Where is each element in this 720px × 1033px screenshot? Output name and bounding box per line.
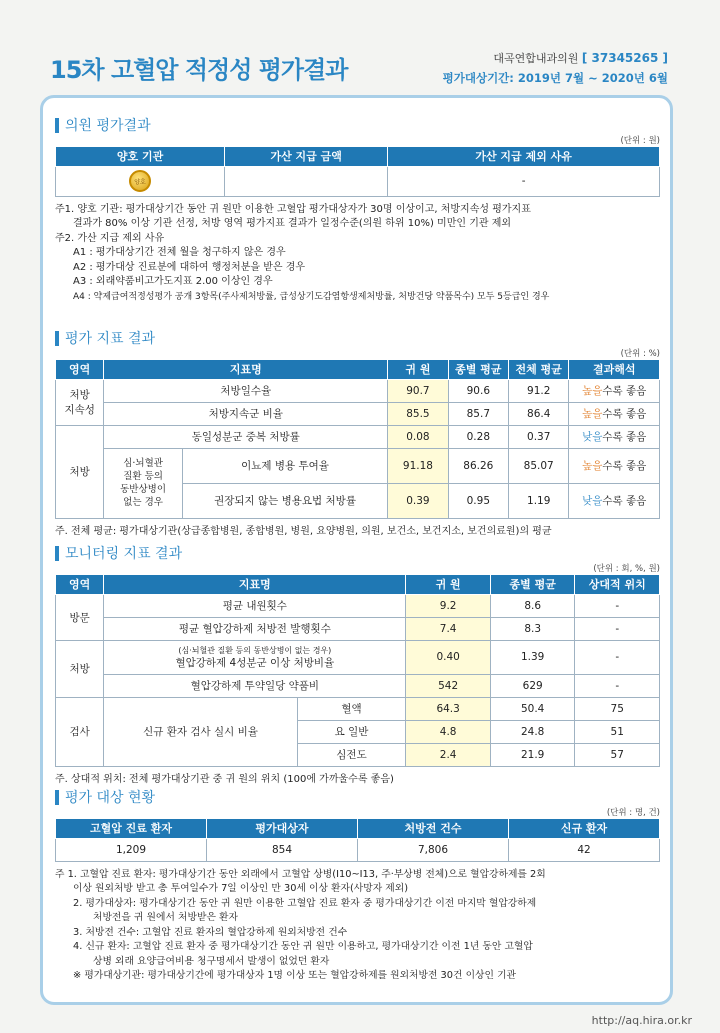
unit-label: (단위 : 명, 건) — [606, 808, 660, 818]
evaluation-period: 평가대상기간: 2019년 7월 ~ 2020년 6월 — [442, 71, 668, 85]
table-row: 처방 지속성 처방일수율 90.7 90.6 91.2 높을수록 좋음 — [56, 379, 660, 402]
unit-label: (단위 : 원) — [620, 136, 660, 146]
table-row: 방문 평균 내원횟수 9.2 8.6 - — [56, 594, 660, 617]
section-title: 모니터링 지표 결과 — [55, 543, 660, 563]
table-row: 심전도 2.4 21.9 57 — [56, 743, 660, 766]
indicator-table: 영역 지표명 귀 원 종별 평균 전체 평균 결과해석 처방 지속성 처방일수율 90.7 90.6 91.2 높을수록 좋음 처방지속군 비율 85.5 85.7 86.4 높을수록 좋음 처방 동일성분군 중복 처방률 0.08 0.28 0.37 낮을수록 좋음 심·뇌혈관 질환 등의 동반상병이 없는 경우 이뇨제 병용 투여율 91.18 86.26 85.07 높을수록 좋음 권장되지 않는 병용요법 처방률 0.39 0.95 1.19 낮을수록 좋음 — [55, 360, 660, 519]
section-indicator-result — [55, 328, 660, 539]
unit-label: (단위 : 회, %, 원) — [593, 564, 660, 574]
col-header: 가산 지급 금액 — [225, 147, 388, 166]
monitoring-table: 영역 지표명 귀 원 종별 평균 상대적 위치 방문 평균 내원횟수 9.2 8.6 - 평균 혈압강하제 처방전 발행횟수 7.4 8.3 - 처방 (심·뇌혈관 질환 등의 동반상병이 없는 경우) 혈압강하제 4성분군 이상 처방비율 0.40 1.39 - 혈압강하제 투약일당 약품비 542 629 - 검사 신규 환자 검사 실시 비율 혈액 64.3 50.4 75 요 일반 4.8 24.8 51 심전도 2.4 21.9 57 — [55, 575, 660, 767]
target-status-table: 고혈압 진료 환자 평가대상자 처방전 건수 신규 환자 1,209 854 7,806 42 — [55, 819, 660, 862]
page-title: 15차 고혈압 적정성 평가결과 — [50, 56, 348, 84]
table-row: 권장되지 않는 병용요법 처방률 0.39 0.95 1.19 낮을수록 좋음 — [56, 483, 660, 518]
institution-name: 대곡연합내과의원 — [493, 52, 579, 65]
institution-code: 37345265 — [591, 51, 659, 65]
clinic-result-table — [55, 147, 660, 197]
section-title: 평가 지표 결과 — [55, 328, 660, 348]
table-row: 1,209 854 7,806 42 — [56, 838, 660, 861]
table-row: 요 일반 4.8 24.8 51 — [56, 720, 660, 743]
section-target-status — [55, 787, 660, 984]
note: 주. 상대적 위치: 전체 평가대상기관 중 귀 원의 위치 (100에 가까울수록 좋음) — [55, 773, 394, 785]
table-row: 처방 동일성분군 중복 처방률 0.08 0.28 0.37 낮을수록 좋음 — [56, 425, 660, 448]
footer-url[interactable]: http://aq.hira.or.kr — [591, 1014, 692, 1027]
table-row: 검사 신규 환자 검사 실시 비율 혈액 64.3 50.4 75 — [56, 697, 660, 720]
col-header: 양호 기관 — [56, 147, 225, 166]
section-clinic-result — [55, 115, 660, 304]
note: 주. 전체 평균: 평가대상기관(상급종합병원, 종합병원, 병원, 요양병원, 의원, 보건소, 보건지소, 보건의료원)의 평균 — [55, 525, 552, 537]
notes: 주1. 양호 기관: 평가대상기간 동안 귀 원만 이용한 고혈압 평가대상자가 30명 이상이고, 처방지속성 평가지표 결과가 80% 이상 기관 선정, 처방 영역 평가지표 결과가 일정수준(의원 하위 10%) 미만인 기관 제외 주2. 가산 지급 제외 사유 A1 : 평가대상기간 전체 월을 청구하지 않은 경우 A2 : 평가대상 진료분에 대하여 행정처분을 받은 경우 A3 : 외래약품비고가도지표 2.00 이상인 경우 A4 : 약제급여적정성평가 공개 3항목(주사제처방률, 급성상기도감염항생제처방률, 처방건당 약품목수) 모두 5등급인 경우 — [55, 203, 550, 302]
medal-icon: 양호 — [129, 170, 151, 192]
bonus-amount — [225, 166, 388, 196]
col-header: 가산 지급 제외 사유 — [388, 147, 660, 166]
section-monitoring-result — [55, 543, 660, 787]
good-badge-cell — [56, 166, 225, 196]
exclude-reason: - — [388, 166, 660, 196]
section-title: 평가 대상 현황 — [55, 787, 660, 807]
table-row: 처방 (심·뇌혈관 질환 등의 동반상병이 없는 경우) 혈압강하제 4성분군 이상 처방비율 0.40 1.39 - — [56, 640, 660, 674]
notes: 주 1. 고혈압 진료 환자: 평가대상기간 동안 외래에서 고혈압 상병(I10~I13, 주·부상병 전체)으로 혈압강하제를 2회 이상 원외처방 받고 총 투여일수가 7일 이상인 만 30세 이상 환자(사망자 제외) 2. 평가대상자: 평가대상기간 동안 귀 원만 이용한 고혈압 진료 환자 중 평가대상기간 이전 마지막 혈압강하제 처방전을 귀 원에서 처방받은 환자 3. 처방전 건수: 고혈압 진료 환자의 혈압강하제 원외처방전 건수 4. 신규 환자: 고혈압 진료 환자 중 평가대상기간 동안 귀 원만 이용하고, 평가대상기간 이전 1년 동안 고혈압 상병 외래 요양급여비용 청구명세서 발생이 없었던 환자 ※ 평가대상기관: 평가대상기간에 평가대상자 1명 이상 또는 혈압강하제를 원외처방전 30건 이상인 기관 — [55, 868, 546, 981]
unit-label: (단위 : %) — [620, 349, 660, 359]
table-row: 평균 혈압강하제 처방전 발행횟수 7.4 8.3 - — [56, 617, 660, 640]
page-header — [0, 0, 720, 90]
table-row: 처방지속군 비율 85.5 85.7 86.4 높을수록 좋음 — [56, 402, 660, 425]
table-row: 혈압강하제 투약일당 약품비 542 629 - — [56, 674, 660, 697]
section-title: 의원 평가결과 — [55, 115, 660, 135]
institution-info: 대곡연합내과의원 [ 37345265 ] — [493, 51, 668, 65]
table-row: 심·뇌혈관 질환 등의 동반상병이 없는 경우 이뇨제 병용 투여율 91.18 86.26 85.07 높을수록 좋음 — [56, 448, 660, 483]
